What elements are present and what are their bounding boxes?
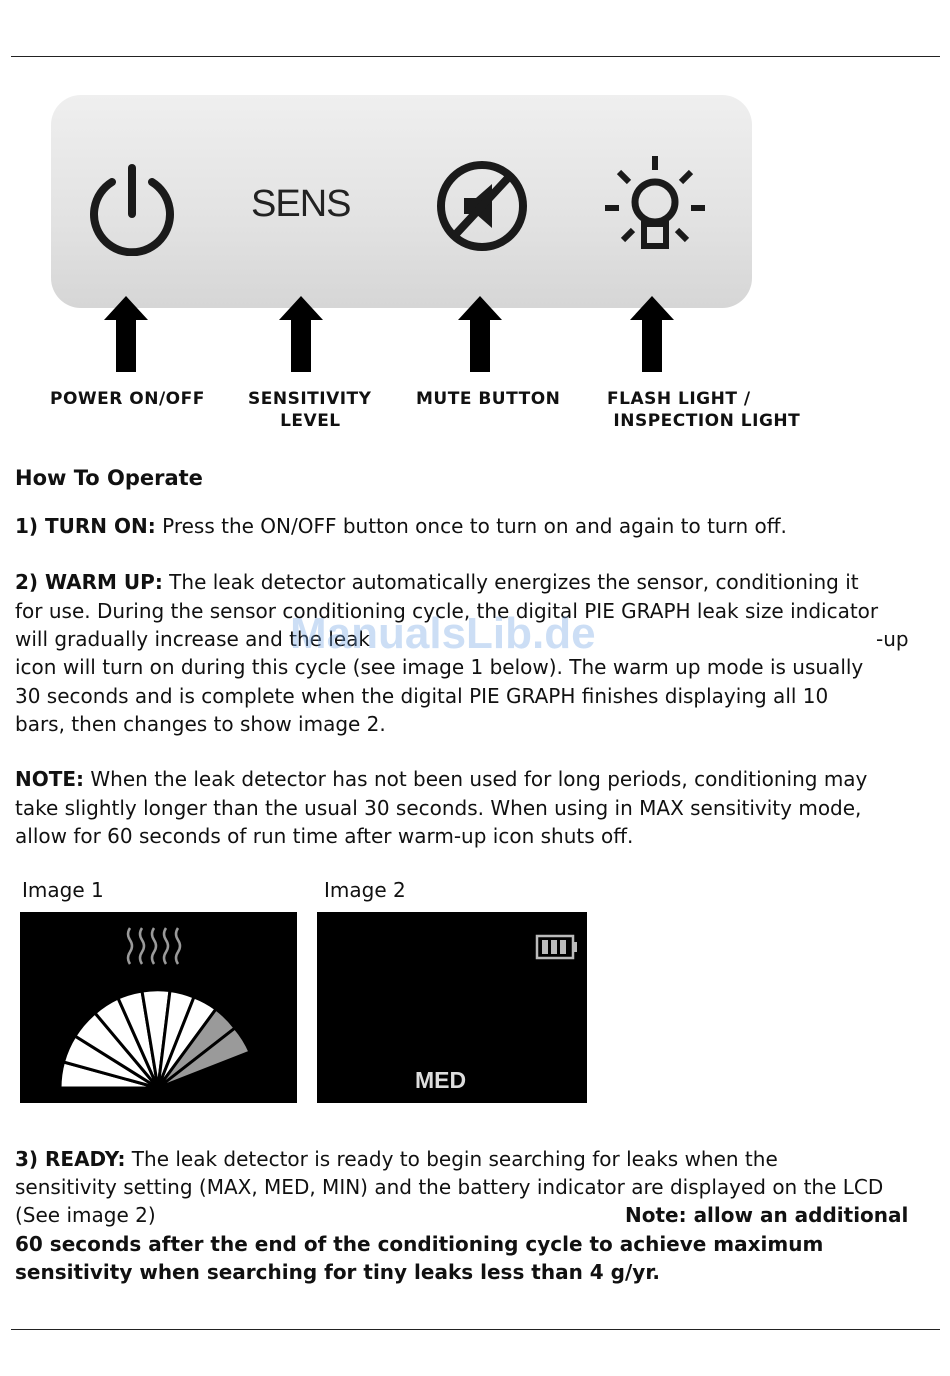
step3-line: sensitivity setting (MAX, MED, MIN) and the battery indicator are displayed on the LCD [15, 1175, 884, 1199]
arrow-up-icon [279, 296, 323, 372]
watermark: ManualsLib.de [290, 609, 596, 658]
step3-note-text: sensitivity when searching for tiny leaks less than 4 g/yr. [15, 1260, 660, 1284]
step2-line [15, 568, 859, 596]
note-text: When the leak detector has not been used for long periods, conditioning may [84, 767, 868, 791]
step2-title: 2) WARM UP: [15, 570, 163, 594]
note-line: take slightly longer than the usual 30 seconds. When using in MAX sensitivity mode, [15, 796, 862, 820]
step3-note-text: 60 seconds after the end of the conditioning cycle to achieve maximum [15, 1232, 824, 1256]
image1-caption: Image 1 [22, 878, 104, 902]
note-title: NOTE: [15, 767, 85, 791]
note-line: allow for 60 seconds of run time after warm-up icon shuts off. [15, 824, 634, 848]
step1-title: 1) TURN ON: [15, 514, 156, 538]
step2-text: The leak detector automatically energizes the sensor, conditioning it [162, 570, 859, 594]
arrow-up-icon [104, 296, 148, 372]
step1-paragraph [15, 512, 787, 540]
pie-graph-icon [20, 912, 297, 1103]
step3-note [625, 1201, 908, 1229]
step2-line: icon will turn on during this cycle (see image 1 below). The warm up mode is usually [15, 655, 864, 679]
mute-icon [434, 158, 530, 254]
step2-line: for use. During the sensor conditioning cycle, the digital PIE GRAPH leak size indicator [15, 599, 879, 623]
power-icon [84, 160, 180, 256]
step2-line-end: -up [876, 627, 909, 651]
step3-title: 3) READY: [15, 1147, 126, 1171]
step3-note [15, 1258, 660, 1286]
lcd-sensitivity-text: MED [415, 1067, 467, 1093]
sensitivity-button-label: SENSITIVITY LEVEL [248, 389, 372, 431]
sens-button-text: SENS [251, 183, 351, 225]
image2-caption: Image 2 [324, 878, 406, 902]
step3-note [15, 1230, 823, 1258]
section-heading: How To Operate [15, 466, 203, 490]
arrow-up-icon [630, 296, 674, 372]
step2-line: will gradually increase and the leak [15, 627, 371, 651]
top-rule [11, 56, 940, 57]
power-button-label: POWER ON/OFF [50, 389, 205, 409]
note-line [15, 765, 867, 793]
bottom-rule [11, 1329, 940, 1330]
step3-line: (See image 2) [15, 1203, 156, 1227]
step2-line: 30 seconds and is complete when the digital PIE GRAPH finishes displaying all 10 [15, 684, 829, 708]
flashlight-bulb-icon [603, 152, 707, 260]
step3-note-text: Note: allow an additional [625, 1203, 909, 1227]
step1-text: Press the ON/OFF button once to turn on and again to turn off. [155, 514, 787, 538]
step3-text: The leak detector is ready to begin searching for leaks when the [125, 1147, 778, 1171]
mute-button-label: MUTE BUTTON [416, 389, 561, 409]
image2-lcd-display [317, 912, 587, 1103]
step2-line: bars, then changes to show image 2. [15, 712, 386, 736]
arrow-up-icon [458, 296, 502, 372]
image1-lcd-pie-graph [20, 912, 297, 1103]
step3-line [15, 1145, 778, 1173]
flashlight-button-label: FLASH LIGHT / INSPECTION LIGHT [607, 389, 801, 431]
